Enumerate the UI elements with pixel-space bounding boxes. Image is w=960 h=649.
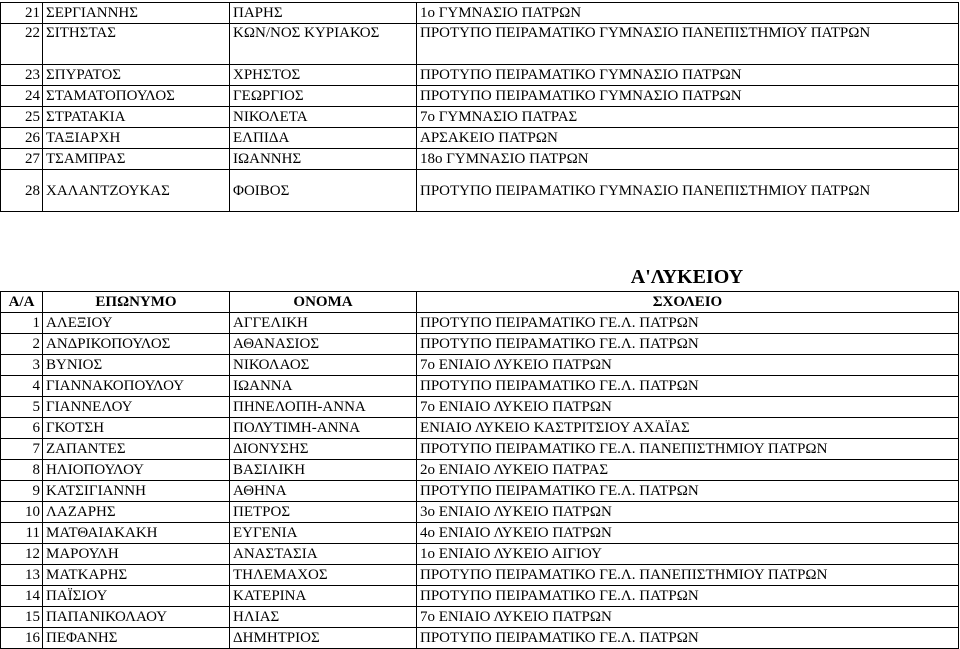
table-row xyxy=(1,397,959,418)
row-name: ΝΙΚΟΛΕΤΑ xyxy=(230,107,417,128)
row-number: 6 xyxy=(1,418,43,439)
table-row xyxy=(1,24,959,65)
table-row xyxy=(1,65,959,86)
row-surname: ΣΠΥΡΑΤΟΣ xyxy=(43,65,230,86)
row-school: 2ο ΕΝΙΑΙΟ ΛΥΚΕΙΟ ΠΑΤΡΑΣ xyxy=(417,460,959,481)
row-number: 21 xyxy=(1,3,43,24)
row-surname: ΖΑΠΑΝΤΕΣ xyxy=(43,439,230,460)
table-row xyxy=(1,565,959,586)
row-name: ΠΑΡΗΣ xyxy=(230,3,417,24)
row-name: ΑΘΑΝΑΣΙΟΣ xyxy=(230,334,417,355)
table-row xyxy=(1,460,959,481)
row-name: ΠΕΤΡΟΣ xyxy=(230,502,417,523)
table-row xyxy=(1,3,959,24)
row-surname: ΛΑΖΑΡΗΣ xyxy=(43,502,230,523)
row-surname: ΜΑΤΚΑΡΗΣ xyxy=(43,565,230,586)
row-school: 3ο ΕΝΙΑΙΟ ΛΥΚΕΙΟ ΠΑΤΡΩΝ xyxy=(417,502,959,523)
row-surname: ΜΑΤΘΑΙΑΚΑΚΗ xyxy=(43,523,230,544)
row-number: 28 xyxy=(1,170,43,212)
row-school: ΠΡΟΤΥΠΟ ΠΕΙΡΑΜΑΤΙΚΟ ΓΕ.Λ. ΠΑΝΕΠΙΣΤΗΜΙΟΥ ΠΑΤΡΩΝ xyxy=(417,565,959,586)
row-number: 24 xyxy=(1,86,43,107)
row-school: 4ο ΕΝΙΑΙΟ ΛΥΚΕΙΟ ΠΑΤΡΩΝ xyxy=(417,523,959,544)
row-name: ΕΥΓΕΝΙΑ xyxy=(230,523,417,544)
table-row xyxy=(1,86,959,107)
row-school: ΠΡΟΤΥΠΟ ΠΕΙΡΑΜΑΤΙΚΟ ΓΥΜΝΑΣΙΟ ΠΑΤΡΩΝ xyxy=(417,65,959,86)
row-school: ΑΡΣΑΚΕΙΟ ΠΑΤΡΩΝ xyxy=(417,128,959,149)
row-school: ΠΡΟΤΥΠΟ ΠΕΙΡΑΜΑΤΙΚΟ ΓΥΜΝΑΣΙΟ ΠΑΤΡΩΝ xyxy=(417,86,959,107)
row-name: ΚΩΝ/ΝΟΣ ΚΥΡΙΑΚΟΣ xyxy=(230,24,417,65)
header-surname: ΕΠΩΝΥΜΟ xyxy=(43,292,230,313)
row-number: 26 xyxy=(1,128,43,149)
row-school: ΠΡΟΤΥΠΟ ΠΕΙΡΑΜΑΤΙΚΟ ΓΕ.Λ. ΠΑΤΡΩΝ xyxy=(417,586,959,607)
row-surname: ΠΑΠΑΝΙΚΟΛΑΟΥ xyxy=(43,607,230,628)
row-school: 7ο ΕΝΙΑΙΟ ΛΥΚΕΙΟ ΠΑΤΡΩΝ xyxy=(417,355,959,376)
row-name: ΑΝΑΣΤΑΣΙΑ xyxy=(230,544,417,565)
table-row xyxy=(1,334,959,355)
row-surname: ΗΛΙΟΠΟΥΛΟΥ xyxy=(43,460,230,481)
row-school: 7ο ΕΝΙΑΙΟ ΛΥΚΕΙΟ ΠΑΤΡΩΝ xyxy=(417,607,959,628)
row-number: 15 xyxy=(1,607,43,628)
table-row xyxy=(1,628,959,649)
table-row xyxy=(1,128,959,149)
row-school: ΠΡΟΤΥΠΟ ΠΕΙΡΑΜΑΤΙΚΟ ΓΕ.Λ. ΠΑΤΡΩΝ xyxy=(417,313,959,334)
table-row xyxy=(1,376,959,397)
row-surname: ΤΑΞΙΑΡΧΗ xyxy=(43,128,230,149)
row-number: 9 xyxy=(1,481,43,502)
table-row xyxy=(1,502,959,523)
row-number: 25 xyxy=(1,107,43,128)
row-name: ΒΑΣΙΛΙΚΗ xyxy=(230,460,417,481)
row-school: ΕΝΙΑΙΟ ΛΥΚΕΙΟ ΚΑΣΤΡΙΤΣΙΟΥ ΑΧΑΪΑΣ xyxy=(417,418,959,439)
row-surname: ΓΙΑΝΝΕΛΟΥ xyxy=(43,397,230,418)
row-name: ΧΡΗΣΤΟΣ xyxy=(230,65,417,86)
row-school: ΠΡΟΤΥΠΟ ΠΕΙΡΑΜΑΤΙΚΟ ΓΥΜΝΑΣΙΟ ΠΑΝΕΠΙΣΤΗΜΙΟΥ ΠΑΤΡΩΝ xyxy=(417,170,959,212)
row-name: ΗΛΙΑΣ xyxy=(230,607,417,628)
row-school: ΠΡΟΤΥΠΟ ΠΕΙΡΑΜΑΤΙΚΟ ΓΕ.Λ. ΠΑΤΡΩΝ xyxy=(417,334,959,355)
row-school: 7ο ΕΝΙΑΙΟ ΛΥΚΕΙΟ ΠΑΤΡΩΝ xyxy=(417,397,959,418)
row-name: ΔΙΟΝΥΣΗΣ xyxy=(230,439,417,460)
row-number: 27 xyxy=(1,149,43,170)
row-number: 23 xyxy=(1,65,43,86)
row-surname: ΓΚΟΤΣΗ xyxy=(43,418,230,439)
row-number: 8 xyxy=(1,460,43,481)
row-number: 1 xyxy=(1,313,43,334)
table-row xyxy=(1,607,959,628)
row-name: ΤΗΛΕΜΑΧΟΣ xyxy=(230,565,417,586)
row-number: 5 xyxy=(1,397,43,418)
table-row xyxy=(1,149,959,170)
row-name: ΔΗΜΗΤΡΙΟΣ xyxy=(230,628,417,649)
header-school: ΣΧΟΛΕΙΟ xyxy=(417,292,959,313)
row-surname: ΜΑΡΟΥΛΗ xyxy=(43,544,230,565)
table-row xyxy=(1,586,959,607)
row-name: ΦΟΙΒΟΣ xyxy=(230,170,417,212)
row-surname: ΣΕΡΓΙΑΝΝΗΣ xyxy=(43,3,230,24)
table-row xyxy=(1,107,959,128)
row-number: 11 xyxy=(1,523,43,544)
row-name: ΕΛΠΙΔΑ xyxy=(230,128,417,149)
row-surname: ΣΤΑΜΑΤΟΠΟΥΛΟΣ xyxy=(43,86,230,107)
row-school: ΠΡΟΤΥΠΟ ΠΕΙΡΑΜΑΤΙΚΟ ΓΕ.Λ. ΠΑΤΡΩΝ xyxy=(417,628,959,649)
row-number: 10 xyxy=(1,502,43,523)
row-number: 13 xyxy=(1,565,43,586)
row-school: ΠΡΟΤΥΠΟ ΠΕΙΡΑΜΑΤΙΚΟ ΓΕ.Λ. ΠΑΝΕΠΙΣΤΗΜΙΟΥ ΠΑΤΡΩΝ xyxy=(417,439,959,460)
row-name: ΙΩΑΝΝΑ xyxy=(230,376,417,397)
table-row xyxy=(1,313,959,334)
row-school: 7ο ΓΥΜΝΑΣΙΟ ΠΑΤΡΑΣ xyxy=(417,107,959,128)
row-surname: ΑΝΔΡΙΚΟΠΟΥΛΟΣ xyxy=(43,334,230,355)
row-number: 14 xyxy=(1,586,43,607)
table-row xyxy=(1,481,959,502)
row-school: 1ο ΓΥΜΝΑΣΙΟ ΠΑΤΡΩΝ xyxy=(417,3,959,24)
row-school: ΠΡΟΤΥΠΟ ΠΕΙΡΑΜΑΤΙΚΟ ΓΕ.Λ. ΠΑΤΡΩΝ xyxy=(417,376,959,397)
row-number: 22 xyxy=(1,24,43,65)
row-number: 12 xyxy=(1,544,43,565)
table-row xyxy=(1,544,959,565)
row-school: ΠΡΟΤΥΠΟ ΠΕΙΡΑΜΑΤΙΚΟ ΓΕ.Λ. ΠΑΤΡΩΝ xyxy=(417,481,959,502)
table-row xyxy=(1,418,959,439)
row-surname: ΚΑΤΣΙΓΙΑΝΝΗ xyxy=(43,481,230,502)
row-surname: ΠΕΦΑΝΗΣ xyxy=(43,628,230,649)
row-name: ΠΗΝΕΛΟΠΗ-ΑΝΝΑ xyxy=(230,397,417,418)
row-surname: ΣΤΡΑΤΑΚΙΑ xyxy=(43,107,230,128)
row-name: ΓΕΩΡΓΙΟΣ xyxy=(230,86,417,107)
header-number: Α/Α xyxy=(1,292,43,313)
row-surname: ΓΙΑΝΝΑΚΟΠΟΥΛΟΥ xyxy=(43,376,230,397)
row-number: 2 xyxy=(1,334,43,355)
row-surname: ΧΑΛΑΝΤΖΟΥΚΑΣ xyxy=(43,170,230,212)
row-surname: ΠΑΪΣΙΟΥ xyxy=(43,586,230,607)
row-surname: ΤΣΑΜΠΡΑΣ xyxy=(43,149,230,170)
row-name: ΠΟΛΥΤΙΜΗ-ΑΝΝΑ xyxy=(230,418,417,439)
header-name: ΟΝΟΜΑ xyxy=(230,292,417,313)
row-school: ΠΡΟΤΥΠΟ ΠΕΙΡΑΜΑΤΙΚΟ ΓΥΜΝΑΣΙΟ ΠΑΝΕΠΙΣΤΗΜΙΟΥ ΠΑΤΡΩΝ xyxy=(417,24,959,65)
table-row xyxy=(1,170,959,212)
lyceum-student-table xyxy=(0,291,959,649)
row-surname: ΒΥΝΙΟΣ xyxy=(43,355,230,376)
row-number: 7 xyxy=(1,439,43,460)
row-school: 1ο ΕΝΙΑΙΟ ΛΥΚΕΙΟ ΑΙΓΙΟΥ xyxy=(417,544,959,565)
row-surname: ΣΙΤΗΣΤΑΣ xyxy=(43,24,230,65)
table-row xyxy=(1,355,959,376)
row-school: 18ο ΓΥΜΝΑΣΙΟ ΠΑΤΡΩΝ xyxy=(417,149,959,170)
row-number: 3 xyxy=(1,355,43,376)
header-row xyxy=(1,292,959,313)
row-name: ΝΙΚΟΛΑΟΣ xyxy=(230,355,417,376)
gymnasium-student-table xyxy=(0,2,959,212)
row-number: 4 xyxy=(1,376,43,397)
row-name: ΑΘΗΝΑ xyxy=(230,481,417,502)
row-name: ΙΩΑΝΝΗΣ xyxy=(230,149,417,170)
table-row xyxy=(1,523,959,544)
row-number: 16 xyxy=(1,628,43,649)
row-name: ΑΓΓΕΛΙΚΗ xyxy=(230,313,417,334)
table-row xyxy=(1,439,959,460)
row-surname: ΑΛΕΞΙΟΥ xyxy=(43,313,230,334)
row-name: ΚΑΤΕΡΙΝΑ xyxy=(230,586,417,607)
section-title: Α'ΛΥΚΕΙΟΥ xyxy=(630,266,744,288)
